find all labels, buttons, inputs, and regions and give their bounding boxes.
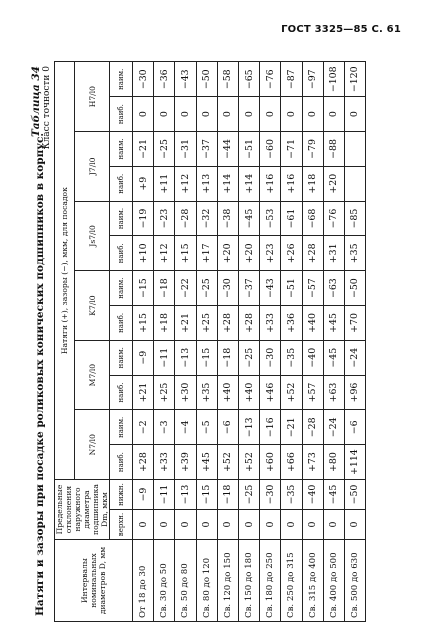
upper-deviation-cell: 0 — [344, 510, 365, 540]
value-cell: −25 — [154, 132, 175, 167]
value-cell: 0 — [217, 97, 238, 132]
value-cell: +28 — [217, 306, 238, 341]
value-cell: 0 — [260, 97, 281, 132]
table-row — [281, 62, 302, 622]
value-cell: −30 — [260, 340, 281, 375]
fits-table — [54, 61, 366, 622]
value-cell: −50 — [344, 271, 365, 306]
value-cell: +40 — [217, 375, 238, 410]
upper-deviation-cell: 0 — [133, 510, 154, 540]
value-cell: +73 — [302, 445, 323, 480]
value-cell: −88 — [323, 132, 344, 167]
interval-cell: От 18 до 30 — [133, 540, 154, 622]
lower-deviation-cell: −11 — [154, 480, 175, 510]
value-cell: −9 — [133, 340, 154, 375]
value-cell: +26 — [281, 236, 302, 271]
value-cell: +45 — [323, 306, 344, 341]
interval-cell: Св. 30 до 50 — [154, 540, 175, 622]
col-header-fit: M7/l0 — [75, 340, 110, 410]
value-cell: +96 — [344, 375, 365, 410]
value-cell: −30 — [217, 271, 238, 306]
value-cell: +16 — [281, 166, 302, 201]
value-cell: +23 — [260, 236, 281, 271]
value-cell: +28 — [302, 236, 323, 271]
col-header-fit: J7/l0 — [75, 132, 110, 202]
value-cell: −15 — [196, 340, 217, 375]
col-header-min: наим. — [110, 132, 133, 167]
value-cell: −76 — [260, 62, 281, 97]
upper-deviation-cell: 0 — [175, 510, 196, 540]
value-cell: −120 — [344, 62, 365, 97]
value-cell: −32 — [196, 201, 217, 236]
value-cell: 0 — [175, 97, 196, 132]
value-cell: +52 — [217, 445, 238, 480]
table-row — [323, 62, 344, 622]
col-header-fit: H7/l0 — [75, 62, 110, 132]
interval-cell: Св. 120 до 150 — [217, 540, 238, 622]
value-cell: −40 — [302, 340, 323, 375]
upper-deviation-cell: 0 — [238, 510, 259, 540]
value-cell: 0 — [196, 97, 217, 132]
value-cell: −28 — [302, 410, 323, 445]
col-header-max: наиб. — [110, 306, 133, 341]
col-header-max: наиб. — [110, 166, 133, 201]
interval-cell: Св. 50 до 80 — [175, 540, 196, 622]
value-cell: −53 — [260, 201, 281, 236]
value-cell: −58 — [217, 62, 238, 97]
value-cell: −37 — [238, 271, 259, 306]
table-row — [238, 62, 259, 622]
interval-cell: Св. 250 до 315 — [281, 540, 302, 622]
value-cell: +11 — [154, 166, 175, 201]
value-cell: −22 — [175, 271, 196, 306]
col-header-fit: Js7/l0 — [75, 201, 110, 271]
col-header-max: наиб. — [110, 97, 133, 132]
value-cell: +60 — [260, 445, 281, 480]
value-cell: +14 — [217, 166, 238, 201]
lower-deviation-cell: −40 — [302, 480, 323, 510]
value-cell: +31 — [323, 236, 344, 271]
value-cell: +20 — [323, 166, 344, 201]
value-cell: +80 — [323, 445, 344, 480]
value-cell: +20 — [238, 236, 259, 271]
value-cell: −24 — [323, 410, 344, 445]
value-cell: −5 — [196, 410, 217, 445]
page-header: ГОСТ 3325—85 С. 61 — [281, 24, 401, 35]
table-body — [133, 62, 366, 622]
sub-header-row — [110, 62, 133, 622]
value-cell: +16 — [260, 166, 281, 201]
accuracy-class: Класс точности 0 — [42, 66, 52, 150]
value-cell: −19 — [133, 201, 154, 236]
table-row — [260, 62, 281, 622]
value-cell: +46 — [260, 375, 281, 410]
col-header-fit: K7/l0 — [75, 271, 110, 341]
value-cell: +40 — [238, 375, 259, 410]
value-cell: −2 — [133, 410, 154, 445]
value-cell: +70 — [344, 306, 365, 341]
value-cell: −63 — [323, 271, 344, 306]
value-cell: −45 — [323, 340, 344, 375]
value-cell: +57 — [302, 375, 323, 410]
value-cell — [344, 132, 365, 167]
lower-deviation-cell: −13 — [175, 480, 196, 510]
value-cell: +14 — [238, 166, 259, 201]
col-header-min: наим. — [110, 340, 133, 375]
table-row — [344, 62, 365, 622]
value-cell: −60 — [260, 132, 281, 167]
value-cell: −11 — [154, 340, 175, 375]
value-cell: 0 — [281, 97, 302, 132]
value-cell: −16 — [260, 410, 281, 445]
value-cell: −6 — [344, 410, 365, 445]
col-header-min: наим. — [110, 62, 133, 97]
value-cell: +28 — [238, 306, 259, 341]
value-cell: +52 — [281, 375, 302, 410]
value-cell: +33 — [260, 306, 281, 341]
lower-deviation-cell: −18 — [217, 480, 238, 510]
value-cell: +28 — [133, 445, 154, 480]
value-cell: +12 — [154, 236, 175, 271]
value-cell: −28 — [175, 201, 196, 236]
table-row — [302, 62, 323, 622]
value-cell: −50 — [196, 62, 217, 97]
value-cell: −3 — [154, 410, 175, 445]
col-header-max: наиб. — [110, 375, 133, 410]
value-cell: +35 — [196, 375, 217, 410]
value-cell: −6 — [217, 410, 238, 445]
value-cell: −61 — [281, 201, 302, 236]
col-header-fit: N7/l0 — [75, 410, 110, 480]
lower-deviation-cell: −50 — [344, 480, 365, 510]
col-header-deviation: Предельные отклонения наружного диаметра подшипника Dm, мкм — [55, 480, 110, 540]
value-cell: 0 — [238, 97, 259, 132]
value-cell: −15 — [133, 271, 154, 306]
value-cell: −51 — [281, 271, 302, 306]
value-cell: −71 — [281, 132, 302, 167]
table-row — [154, 62, 175, 622]
value-cell: −18 — [154, 271, 175, 306]
upper-deviation-cell: 0 — [323, 510, 344, 540]
interval-cell: Св. 80 до 120 — [196, 540, 217, 622]
value-cell: −37 — [196, 132, 217, 167]
value-cell: +36 — [281, 306, 302, 341]
value-cell: +114 — [344, 445, 365, 480]
value-cell: −36 — [154, 62, 175, 97]
table-rotation-frame — [30, 62, 392, 622]
value-cell: +52 — [238, 445, 259, 480]
value-cell: −35 — [281, 340, 302, 375]
value-cell: −30 — [133, 62, 154, 97]
value-cell: +35 — [344, 236, 365, 271]
col-header-fits-group: Натяги (+), зазоры (−), мкм, для посадок — [55, 62, 75, 480]
value-cell: −44 — [217, 132, 238, 167]
value-cell: +66 — [281, 445, 302, 480]
table-row — [133, 62, 154, 622]
value-cell: −25 — [196, 271, 217, 306]
value-cell: −25 — [238, 340, 259, 375]
interval-cell: Св. 500 до 630 — [344, 540, 365, 622]
value-cell: −51 — [238, 132, 259, 167]
lower-deviation-cell: −45 — [323, 480, 344, 510]
value-cell: −21 — [281, 410, 302, 445]
col-header-max: наиб. — [110, 236, 133, 271]
value-cell: 0 — [344, 97, 365, 132]
upper-deviation-cell: 0 — [196, 510, 217, 540]
value-cell: +17 — [196, 236, 217, 271]
value-cell: −24 — [344, 340, 365, 375]
col-header-min: наим. — [110, 410, 133, 445]
value-cell: −108 — [323, 62, 344, 97]
interval-cell: Св. 180 до 250 — [260, 540, 281, 622]
value-cell: −68 — [302, 201, 323, 236]
value-cell: −65 — [238, 62, 259, 97]
upper-deviation-cell: 0 — [154, 510, 175, 540]
value-cell: 0 — [323, 97, 344, 132]
upper-deviation-cell: 0 — [260, 510, 281, 540]
value-cell: +18 — [154, 306, 175, 341]
lower-deviation-cell: −9 — [133, 480, 154, 510]
value-cell: +18 — [302, 166, 323, 201]
table-row — [217, 62, 238, 622]
value-cell: +9 — [133, 166, 154, 201]
value-cell: +12 — [175, 166, 196, 201]
table-title-block — [30, 62, 50, 622]
col-header-upper: верхн. — [110, 510, 133, 540]
value-cell: −43 — [260, 271, 281, 306]
value-cell: −76 — [323, 201, 344, 236]
table-title: Натяги и зазоры при посадке роликовых конических подшипников в корпус. — [34, 132, 46, 616]
upper-deviation-cell: 0 — [302, 510, 323, 540]
col-header-interval: Интервалы номинальных диаметров D, мм — [55, 540, 133, 622]
value-cell: +25 — [196, 306, 217, 341]
interval-cell: Св. 400 до 500 — [323, 540, 344, 622]
value-cell: +25 — [154, 375, 175, 410]
upper-deviation-cell: 0 — [217, 510, 238, 540]
value-cell: +30 — [175, 375, 196, 410]
value-cell: −57 — [302, 271, 323, 306]
table-number: Таблица 34 — [30, 66, 42, 138]
value-cell: +15 — [175, 236, 196, 271]
value-cell: +21 — [133, 375, 154, 410]
value-cell: −87 — [281, 62, 302, 97]
value-cell: −18 — [217, 340, 238, 375]
col-header-min: наим. — [110, 201, 133, 236]
value-cell: +10 — [133, 236, 154, 271]
value-cell: +21 — [175, 306, 196, 341]
value-cell: −23 — [154, 201, 175, 236]
value-cell: +45 — [196, 445, 217, 480]
value-cell: −21 — [133, 132, 154, 167]
value-cell: +13 — [196, 166, 217, 201]
value-cell: 0 — [302, 97, 323, 132]
value-cell: −13 — [238, 410, 259, 445]
value-cell: +33 — [154, 445, 175, 480]
interval-cell: Св. 315 до 400 — [302, 540, 323, 622]
table-row — [196, 62, 217, 622]
value-cell — [344, 166, 365, 201]
value-cell: +15 — [133, 306, 154, 341]
table-row — [175, 62, 196, 622]
value-cell: −85 — [344, 201, 365, 236]
value-cell: +40 — [302, 306, 323, 341]
rotated-table-area — [30, 62, 392, 622]
lower-deviation-cell: −15 — [196, 480, 217, 510]
interval-cell: Св. 150 до 180 — [238, 540, 259, 622]
col-header-min: наим. — [110, 271, 133, 306]
lower-deviation-cell: −35 — [281, 480, 302, 510]
value-cell: −43 — [175, 62, 196, 97]
lower-deviation-cell: −25 — [238, 480, 259, 510]
value-cell: −79 — [302, 132, 323, 167]
value-cell: +63 — [323, 375, 344, 410]
value-cell: −97 — [302, 62, 323, 97]
value-cell: −38 — [217, 201, 238, 236]
lower-deviation-cell: −30 — [260, 480, 281, 510]
value-cell: +39 — [175, 445, 196, 480]
upper-deviation-cell: 0 — [281, 510, 302, 540]
value-cell: −4 — [175, 410, 196, 445]
value-cell: −45 — [238, 201, 259, 236]
value-cell: −13 — [175, 340, 196, 375]
value-cell: +20 — [217, 236, 238, 271]
col-header-lower: нижн. — [110, 480, 133, 510]
col-header-max: наиб. — [110, 445, 133, 480]
value-cell: 0 — [133, 97, 154, 132]
value-cell: 0 — [154, 97, 175, 132]
value-cell: −31 — [175, 132, 196, 167]
